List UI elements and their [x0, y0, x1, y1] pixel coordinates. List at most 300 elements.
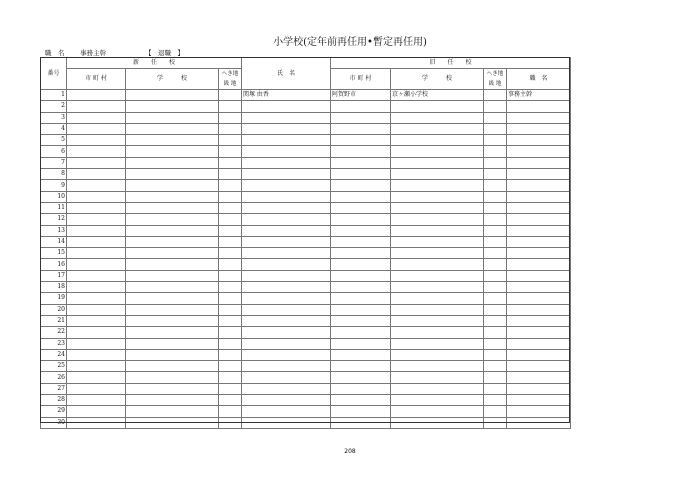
document-title: 小学校(定年前再任用•暫定再任用): [273, 37, 427, 48]
cell-old-school: [391, 259, 484, 270]
cell-post: [507, 236, 571, 247]
cell-old-remote: [484, 417, 507, 428]
cell-name: [242, 191, 331, 202]
cell-new-city: [67, 101, 126, 112]
cell-new-school: [126, 112, 219, 123]
cell-old-school: [391, 191, 484, 202]
cell-name: [242, 146, 331, 157]
cell-old-remote: [484, 169, 507, 180]
cell-no: 10: [41, 191, 67, 202]
cell-old-school: [391, 417, 484, 428]
cell-name: [242, 248, 331, 259]
cell-no: 11: [41, 202, 67, 213]
cell-name: [242, 236, 331, 247]
table-row: [41, 248, 571, 259]
cell-new-city: [67, 169, 126, 180]
cell-name: [242, 338, 331, 349]
table-row: [41, 293, 571, 304]
cell-new-city: [67, 315, 126, 326]
cell-new-remote: [219, 146, 242, 157]
header-number: 番号: [41, 58, 67, 90]
header-new-school-name: 学 校: [126, 69, 219, 90]
cell-no: 3: [41, 112, 67, 123]
cell-post: [507, 270, 571, 281]
cell-no: 25: [41, 361, 67, 372]
cell-new-city: [67, 417, 126, 428]
cell-new-city: [67, 135, 126, 146]
table-row: [41, 395, 571, 406]
cell-old-city: [331, 135, 391, 146]
cell-old-city: [331, 395, 391, 406]
cell-no: 5: [41, 135, 67, 146]
cell-old-city: [331, 327, 391, 338]
cell-old-remote: [484, 270, 507, 281]
cell-new-city: [67, 270, 126, 281]
cell-post: [507, 202, 571, 213]
cell-old-remote: [484, 372, 507, 383]
post-value: 事務主幹: [80, 49, 106, 57]
cell-new-school: [126, 135, 219, 146]
cell-post: [507, 417, 571, 428]
cell-new-city: [67, 214, 126, 225]
cell-new-school: [126, 383, 219, 394]
cell-no: 30: [41, 417, 67, 428]
cell-no: 22: [41, 327, 67, 338]
cell-new-city: [67, 225, 126, 236]
cell-new-remote: [219, 361, 242, 372]
cell-new-city: [67, 146, 126, 157]
header-new-city: 市 町 村: [67, 69, 126, 90]
cell-name: [242, 315, 331, 326]
cell-new-city: [67, 236, 126, 247]
cell-old-city: [331, 383, 391, 394]
cell-no: 26: [41, 372, 67, 383]
cell-name: [242, 112, 331, 123]
cell-old-remote: [484, 135, 507, 146]
cell-old-school: [391, 214, 484, 225]
cell-old-school: [391, 395, 484, 406]
cell-name: [242, 327, 331, 338]
cell-old-school: [391, 372, 484, 383]
cell-old-school: [391, 270, 484, 281]
table-row: [41, 202, 571, 213]
table-row: [41, 338, 571, 349]
cell-new-city: [67, 90, 126, 101]
cell-no: 1: [41, 90, 67, 101]
cell-name: [242, 383, 331, 394]
cell-old-city: [331, 417, 391, 428]
cell-new-city: [67, 383, 126, 394]
cell-no: 27: [41, 383, 67, 394]
cell-old-remote: [484, 282, 507, 293]
cell-old-city: [331, 372, 391, 383]
table-row: [41, 270, 571, 281]
cell-new-remote: [219, 383, 242, 394]
table-row: [41, 259, 571, 270]
cell-post: [507, 338, 571, 349]
cell-new-city: [67, 293, 126, 304]
cell-old-remote: [484, 112, 507, 123]
cell-old-school: [391, 327, 484, 338]
cell-post: [507, 180, 571, 191]
cell-no: 21: [41, 315, 67, 326]
cell-new-remote: [219, 123, 242, 134]
cell-post: [507, 372, 571, 383]
cell-post: [507, 315, 571, 326]
cell-old-city: [331, 406, 391, 417]
header-post: 職 名: [507, 69, 571, 90]
cell-old-remote: [484, 191, 507, 202]
personnel-table: [40, 57, 571, 429]
cell-post: [507, 304, 571, 315]
cell-old-city: [331, 191, 391, 202]
header-old-school-name: 学 校: [391, 69, 484, 90]
cell-old-school: [391, 349, 484, 360]
cell-new-remote: [219, 191, 242, 202]
cell-no: 19: [41, 293, 67, 304]
cell-post: [507, 293, 571, 304]
cell-no: 18: [41, 282, 67, 293]
cell-old-remote: [484, 338, 507, 349]
cell-new-remote: [219, 214, 242, 225]
cell-new-school: [126, 304, 219, 315]
cell-new-city: [67, 123, 126, 134]
cell-old-remote: [484, 259, 507, 270]
cell-old-school: [391, 361, 484, 372]
cell-old-city: [331, 270, 391, 281]
cell-old-school: [391, 146, 484, 157]
cell-new-city: [67, 406, 126, 417]
cell-new-school: [126, 315, 219, 326]
header-old-school: 旧 任 校: [331, 58, 571, 69]
header-new-remote: へき地 級 地: [219, 69, 242, 90]
table-row: [41, 112, 571, 123]
cell-new-city: [67, 282, 126, 293]
cell-old-school: [391, 315, 484, 326]
cell-no: 2: [41, 101, 67, 112]
cell-old-city: [331, 282, 391, 293]
cell-old-remote: [484, 383, 507, 394]
table-row: [41, 327, 571, 338]
cell-new-remote: [219, 202, 242, 213]
cell-old-school: [391, 157, 484, 168]
cell-new-remote: [219, 349, 242, 360]
cell-post: [507, 123, 571, 134]
cell-old-city: [331, 112, 391, 123]
cell-post: [507, 282, 571, 293]
cell-new-remote: [219, 157, 242, 168]
cell-no: 28: [41, 395, 67, 406]
cell-no: 17: [41, 270, 67, 281]
cell-old-remote: [484, 101, 507, 112]
cell-new-remote: [219, 338, 242, 349]
header-old-remote: へき地 級 地: [484, 69, 507, 90]
cell-no: 20: [41, 304, 67, 315]
cell-new-school: [126, 293, 219, 304]
cell-no: 9: [41, 180, 67, 191]
cell-new-remote: [219, 259, 242, 270]
cell-new-remote: [219, 90, 242, 101]
table-row: [41, 90, 571, 101]
cell-no: 4: [41, 123, 67, 134]
post-label: 職 名: [45, 49, 65, 57]
cell-old-remote: [484, 146, 507, 157]
cell-no: 7: [41, 157, 67, 168]
table-row: [41, 180, 571, 191]
cell-new-school: [126, 146, 219, 157]
table-row: [41, 304, 571, 315]
cell-post: [507, 157, 571, 168]
cell-old-remote: [484, 395, 507, 406]
table-row: [41, 225, 571, 236]
cell-name: [242, 395, 331, 406]
cell-old-city: [331, 169, 391, 180]
header-old-city: 市 町 村: [331, 69, 391, 90]
cell-post: [507, 259, 571, 270]
cell-new-school: [126, 123, 219, 134]
cell-old-school: [391, 383, 484, 394]
cell-new-remote: [219, 395, 242, 406]
cell-new-remote: [219, 304, 242, 315]
cell-new-city: [67, 349, 126, 360]
cell-no: 12: [41, 214, 67, 225]
cell-name: [242, 406, 331, 417]
cell-no: 16: [41, 259, 67, 270]
cell-new-city: [67, 180, 126, 191]
cell-new-school: [126, 248, 219, 259]
table-row: [41, 383, 571, 394]
cell-old-remote: [484, 349, 507, 360]
cell-name: [242, 157, 331, 168]
cell-old-remote: [484, 157, 507, 168]
cell-new-school: [126, 157, 219, 168]
cell-old-school: [391, 180, 484, 191]
cell-new-remote: [219, 225, 242, 236]
cell-new-school: [126, 191, 219, 202]
table-row: [41, 406, 571, 417]
cell-new-school: [126, 349, 219, 360]
cell-new-school: [126, 338, 219, 349]
cell-new-school: [126, 327, 219, 338]
cell-new-school: [126, 259, 219, 270]
cell-no: 13: [41, 225, 67, 236]
cell-name: [242, 349, 331, 360]
cell-new-remote: [219, 315, 242, 326]
cell-name: [242, 135, 331, 146]
cell-new-city: [67, 327, 126, 338]
table-row: [41, 146, 571, 157]
cell-old-city: [331, 259, 391, 270]
cell-old-city: [331, 315, 391, 326]
cell-old-city: [331, 293, 391, 304]
cell-old-school: [391, 123, 484, 134]
cell-new-remote: [219, 372, 242, 383]
cell-new-school: [126, 361, 219, 372]
cell-post: [507, 135, 571, 146]
cell-name: [242, 169, 331, 180]
cell-new-remote: [219, 327, 242, 338]
cell-new-remote: [219, 180, 242, 191]
cell-name: [242, 123, 331, 134]
cell-new-school: [126, 395, 219, 406]
cell-name: [242, 293, 331, 304]
cell-new-school: [126, 417, 219, 428]
cell-new-city: [67, 157, 126, 168]
cell-name: [242, 417, 331, 428]
cell-old-school: [391, 304, 484, 315]
cell-old-remote: [484, 406, 507, 417]
cell-no: 29: [41, 406, 67, 417]
cell-old-remote: [484, 361, 507, 372]
cell-old-remote: [484, 123, 507, 134]
cell-post: [507, 101, 571, 112]
cell-name: [242, 101, 331, 112]
cell-new-remote: [219, 236, 242, 247]
cell-new-school: [126, 90, 219, 101]
cell-old-city: [331, 202, 391, 213]
cell-no: 24: [41, 349, 67, 360]
cell-new-school: [126, 282, 219, 293]
cell-old-remote: [484, 315, 507, 326]
cell-new-city: [67, 338, 126, 349]
cell-new-city: [67, 304, 126, 315]
cell-post: [507, 383, 571, 394]
cell-old-school: [391, 225, 484, 236]
table-row: [41, 417, 571, 428]
cell-post: [507, 214, 571, 225]
cell-post: [507, 327, 571, 338]
header-name: 氏 名: [242, 58, 331, 90]
cell-post: [507, 112, 571, 123]
table-row: [41, 282, 571, 293]
cell-new-remote: [219, 406, 242, 417]
cell-new-remote: [219, 282, 242, 293]
cell-post: [507, 361, 571, 372]
cell-name: 関塚 由香: [242, 90, 331, 101]
table-row: [41, 214, 571, 225]
cell-old-city: 阿賀野市: [331, 90, 391, 101]
cell-post: [507, 225, 571, 236]
cell-old-school: [391, 112, 484, 123]
cell-old-remote: [484, 180, 507, 191]
cell-old-school: [391, 338, 484, 349]
cell-new-school: [126, 214, 219, 225]
cell-post: [507, 248, 571, 259]
cell-old-school: [391, 406, 484, 417]
cell-old-city: [331, 349, 391, 360]
cell-old-city: [331, 101, 391, 112]
cell-old-city: [331, 123, 391, 134]
cell-old-remote: [484, 293, 507, 304]
cell-old-remote: [484, 327, 507, 338]
cell-old-school: [391, 248, 484, 259]
cell-post: 事務主幹: [507, 90, 571, 101]
cell-new-school: [126, 101, 219, 112]
table-row: [41, 169, 571, 180]
cell-old-school: [391, 169, 484, 180]
page-number: 208: [344, 448, 356, 455]
header-new-school: 新 任 校: [67, 58, 242, 69]
cell-old-city: [331, 338, 391, 349]
cell-post: [507, 406, 571, 417]
status-label: 【 退職 】: [145, 49, 184, 57]
cell-name: [242, 372, 331, 383]
cell-old-city: [331, 180, 391, 191]
cell-post: [507, 146, 571, 157]
cell-no: 6: [41, 146, 67, 157]
cell-new-city: [67, 191, 126, 202]
table-row: [41, 361, 571, 372]
cell-old-remote: [484, 236, 507, 247]
cell-post: [507, 349, 571, 360]
cell-new-school: [126, 406, 219, 417]
cell-old-school: [391, 293, 484, 304]
cell-old-city: [331, 157, 391, 168]
cell-new-remote: [219, 270, 242, 281]
cell-old-city: [331, 214, 391, 225]
cell-new-city: [67, 372, 126, 383]
cell-old-remote: [484, 248, 507, 259]
cell-new-school: [126, 169, 219, 180]
cell-name: [242, 225, 331, 236]
table-row: [41, 236, 571, 247]
cell-new-city: [67, 259, 126, 270]
cell-new-school: [126, 202, 219, 213]
cell-name: [242, 361, 331, 372]
cell-old-remote: [484, 202, 507, 213]
cell-old-city: [331, 304, 391, 315]
cell-old-city: [331, 361, 391, 372]
table-row: [41, 123, 571, 134]
cell-old-school: [391, 135, 484, 146]
cell-new-remote: [219, 135, 242, 146]
cell-new-school: [126, 270, 219, 281]
cell-new-remote: [219, 101, 242, 112]
table-row: [41, 101, 571, 112]
cell-new-city: [67, 202, 126, 213]
cell-old-remote: [484, 90, 507, 101]
cell-name: [242, 202, 331, 213]
cell-post: [507, 395, 571, 406]
table-row: [41, 135, 571, 146]
table-row: [41, 349, 571, 360]
cell-new-city: [67, 395, 126, 406]
cell-new-remote: [219, 112, 242, 123]
cell-old-school: [391, 202, 484, 213]
cell-name: [242, 270, 331, 281]
cell-old-school: [391, 101, 484, 112]
table-row: [41, 191, 571, 202]
cell-name: [242, 180, 331, 191]
cell-name: [242, 259, 331, 270]
cell-old-city: [331, 146, 391, 157]
cell-old-remote: [484, 225, 507, 236]
cell-no: 15: [41, 248, 67, 259]
cell-old-school: [391, 282, 484, 293]
cell-name: [242, 304, 331, 315]
cell-new-city: [67, 248, 126, 259]
cell-new-remote: [219, 169, 242, 180]
table-row: [41, 315, 571, 326]
cell-old-city: [331, 225, 391, 236]
cell-old-city: [331, 248, 391, 259]
cell-no: 8: [41, 169, 67, 180]
cell-new-remote: [219, 293, 242, 304]
cell-old-city: [331, 236, 391, 247]
cell-new-school: [126, 236, 219, 247]
cell-new-school: [126, 180, 219, 191]
cell-new-school: [126, 225, 219, 236]
